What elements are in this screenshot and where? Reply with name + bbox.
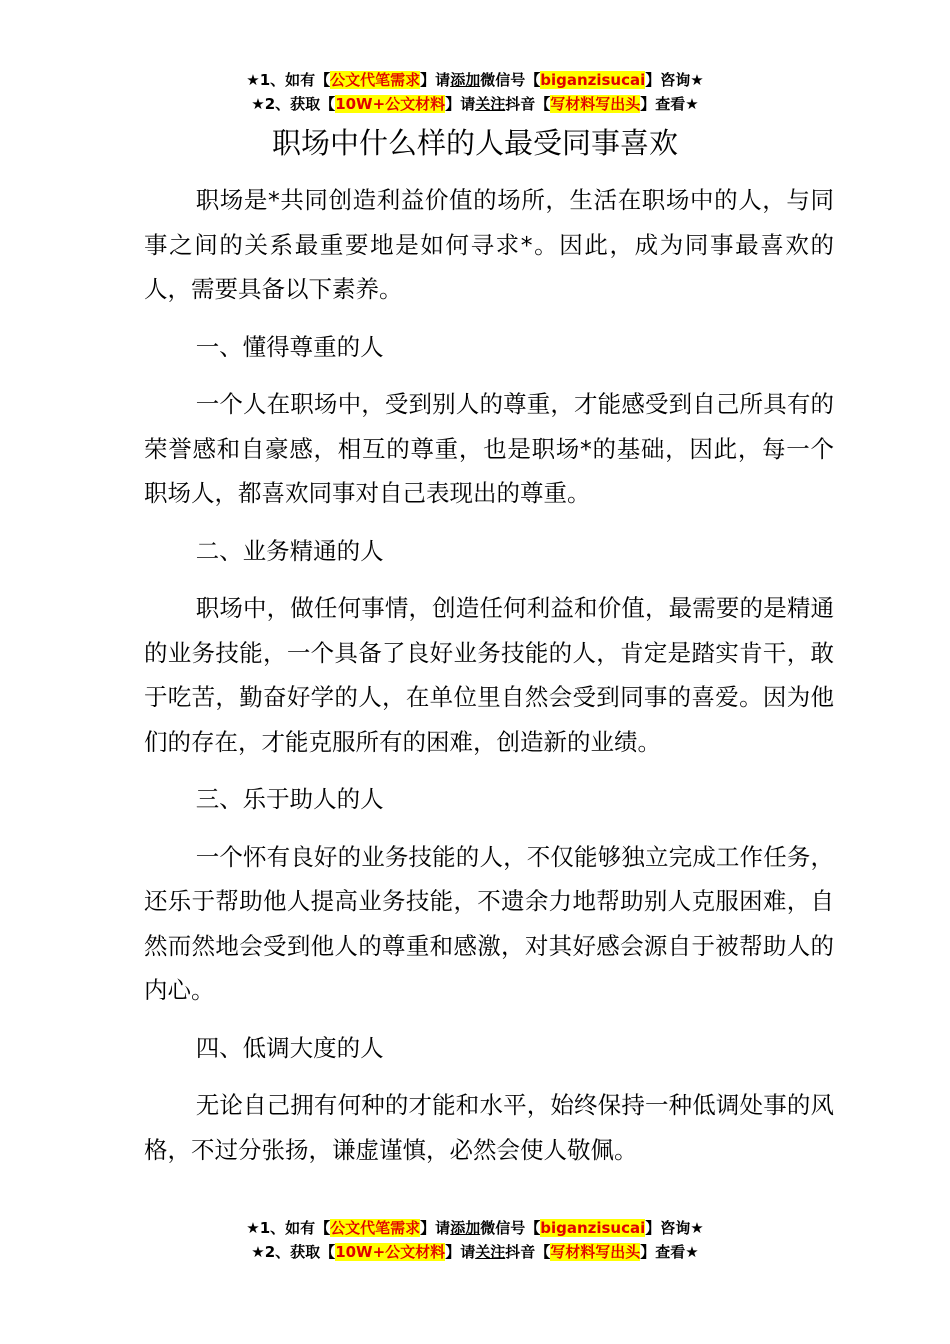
- promo-douyin-name: 写材料写出头: [550, 95, 641, 113]
- promo-line-2: ★2、获取【10W+公文材料】请关注抖音【写材料写出头】查看★: [251, 95, 699, 113]
- intro-paragraph: 职场是*共同创造利益价值的场所，生活在职场中的人，与同事之间的关系最重要地是如何寻求*。因此，成为同事最喜欢的人，需要具备以下素养。: [144, 186, 834, 303]
- promo-banner-top: [0, 68, 950, 116]
- promo-highlight: 10W+公文材料: [335, 1243, 446, 1261]
- section-body-3: 一个怀有良好的业务技能的人，不仅能够独立完成工作任务，还乐于帮助他人提高业务技能，不遗余力地帮助别人克服困难，自然而然地会受到他人的尊重和感激，对其好感会源自于被帮助人的内心。: [144, 842, 834, 1004]
- section-heading-2: 二、业务精通的人: [195, 536, 384, 565]
- promo-highlight: 公文代笔需求: [330, 71, 421, 89]
- promo-line-2: ★2、获取【10W+公文材料】请关注抖音【写材料写出头】查看★: [251, 1243, 699, 1261]
- section-heading-4: 四、低调大度的人: [195, 1033, 384, 1062]
- promo-highlight: 10W+公文材料: [335, 95, 446, 113]
- promo-wechat-id: biganzisucai: [540, 1219, 646, 1237]
- page-title: 职场中什么样的人最受同事喜欢: [271, 126, 678, 160]
- section-body-4: 无论自己拥有何种的才能和水平，始终保持一种低调处事的风格，不过分张扬，谦虚谨慎，必然会使人敬佩。: [144, 1091, 834, 1164]
- document-body: [144, 178, 834, 1185]
- promo-line-1: ★1、如有【公文代笔需求】请添加微信号【biganzisucai】咨询★: [246, 1219, 704, 1237]
- promo-line-1: ★1、如有【公文代笔需求】请添加微信号【biganzisucai】咨询★: [246, 71, 704, 89]
- promo-wechat-id: biganzisucai: [540, 71, 646, 89]
- section-body-1: 一个人在职场中，受到别人的尊重，才能感受到自己所具有的荣誉感和自豪感，相互的尊重，也是职场*的基础，因此，每一个职场人，都喜欢同事对自己表现出的尊重。: [144, 390, 834, 507]
- promo-highlight: 公文代笔需求: [330, 1219, 421, 1237]
- promo-banner-bottom: [0, 1216, 950, 1264]
- section-heading-1: 一、懂得尊重的人: [195, 332, 384, 361]
- section-body-2: 职场中，做任何事情，创造任何利益和价值，最需要的是精通的业务技能，一个具备了良好业务技能的人，肯定是踏实肯干，敢于吃苦，勤奋好学的人，在单位里自然会受到同事的喜爱。因为他们的存在，才能克服所有的困难，创造新的业绩。: [144, 594, 834, 756]
- section-heading-3: 三、乐于助人的人: [195, 785, 384, 813]
- promo-douyin-name: 写材料写出头: [550, 1243, 641, 1261]
